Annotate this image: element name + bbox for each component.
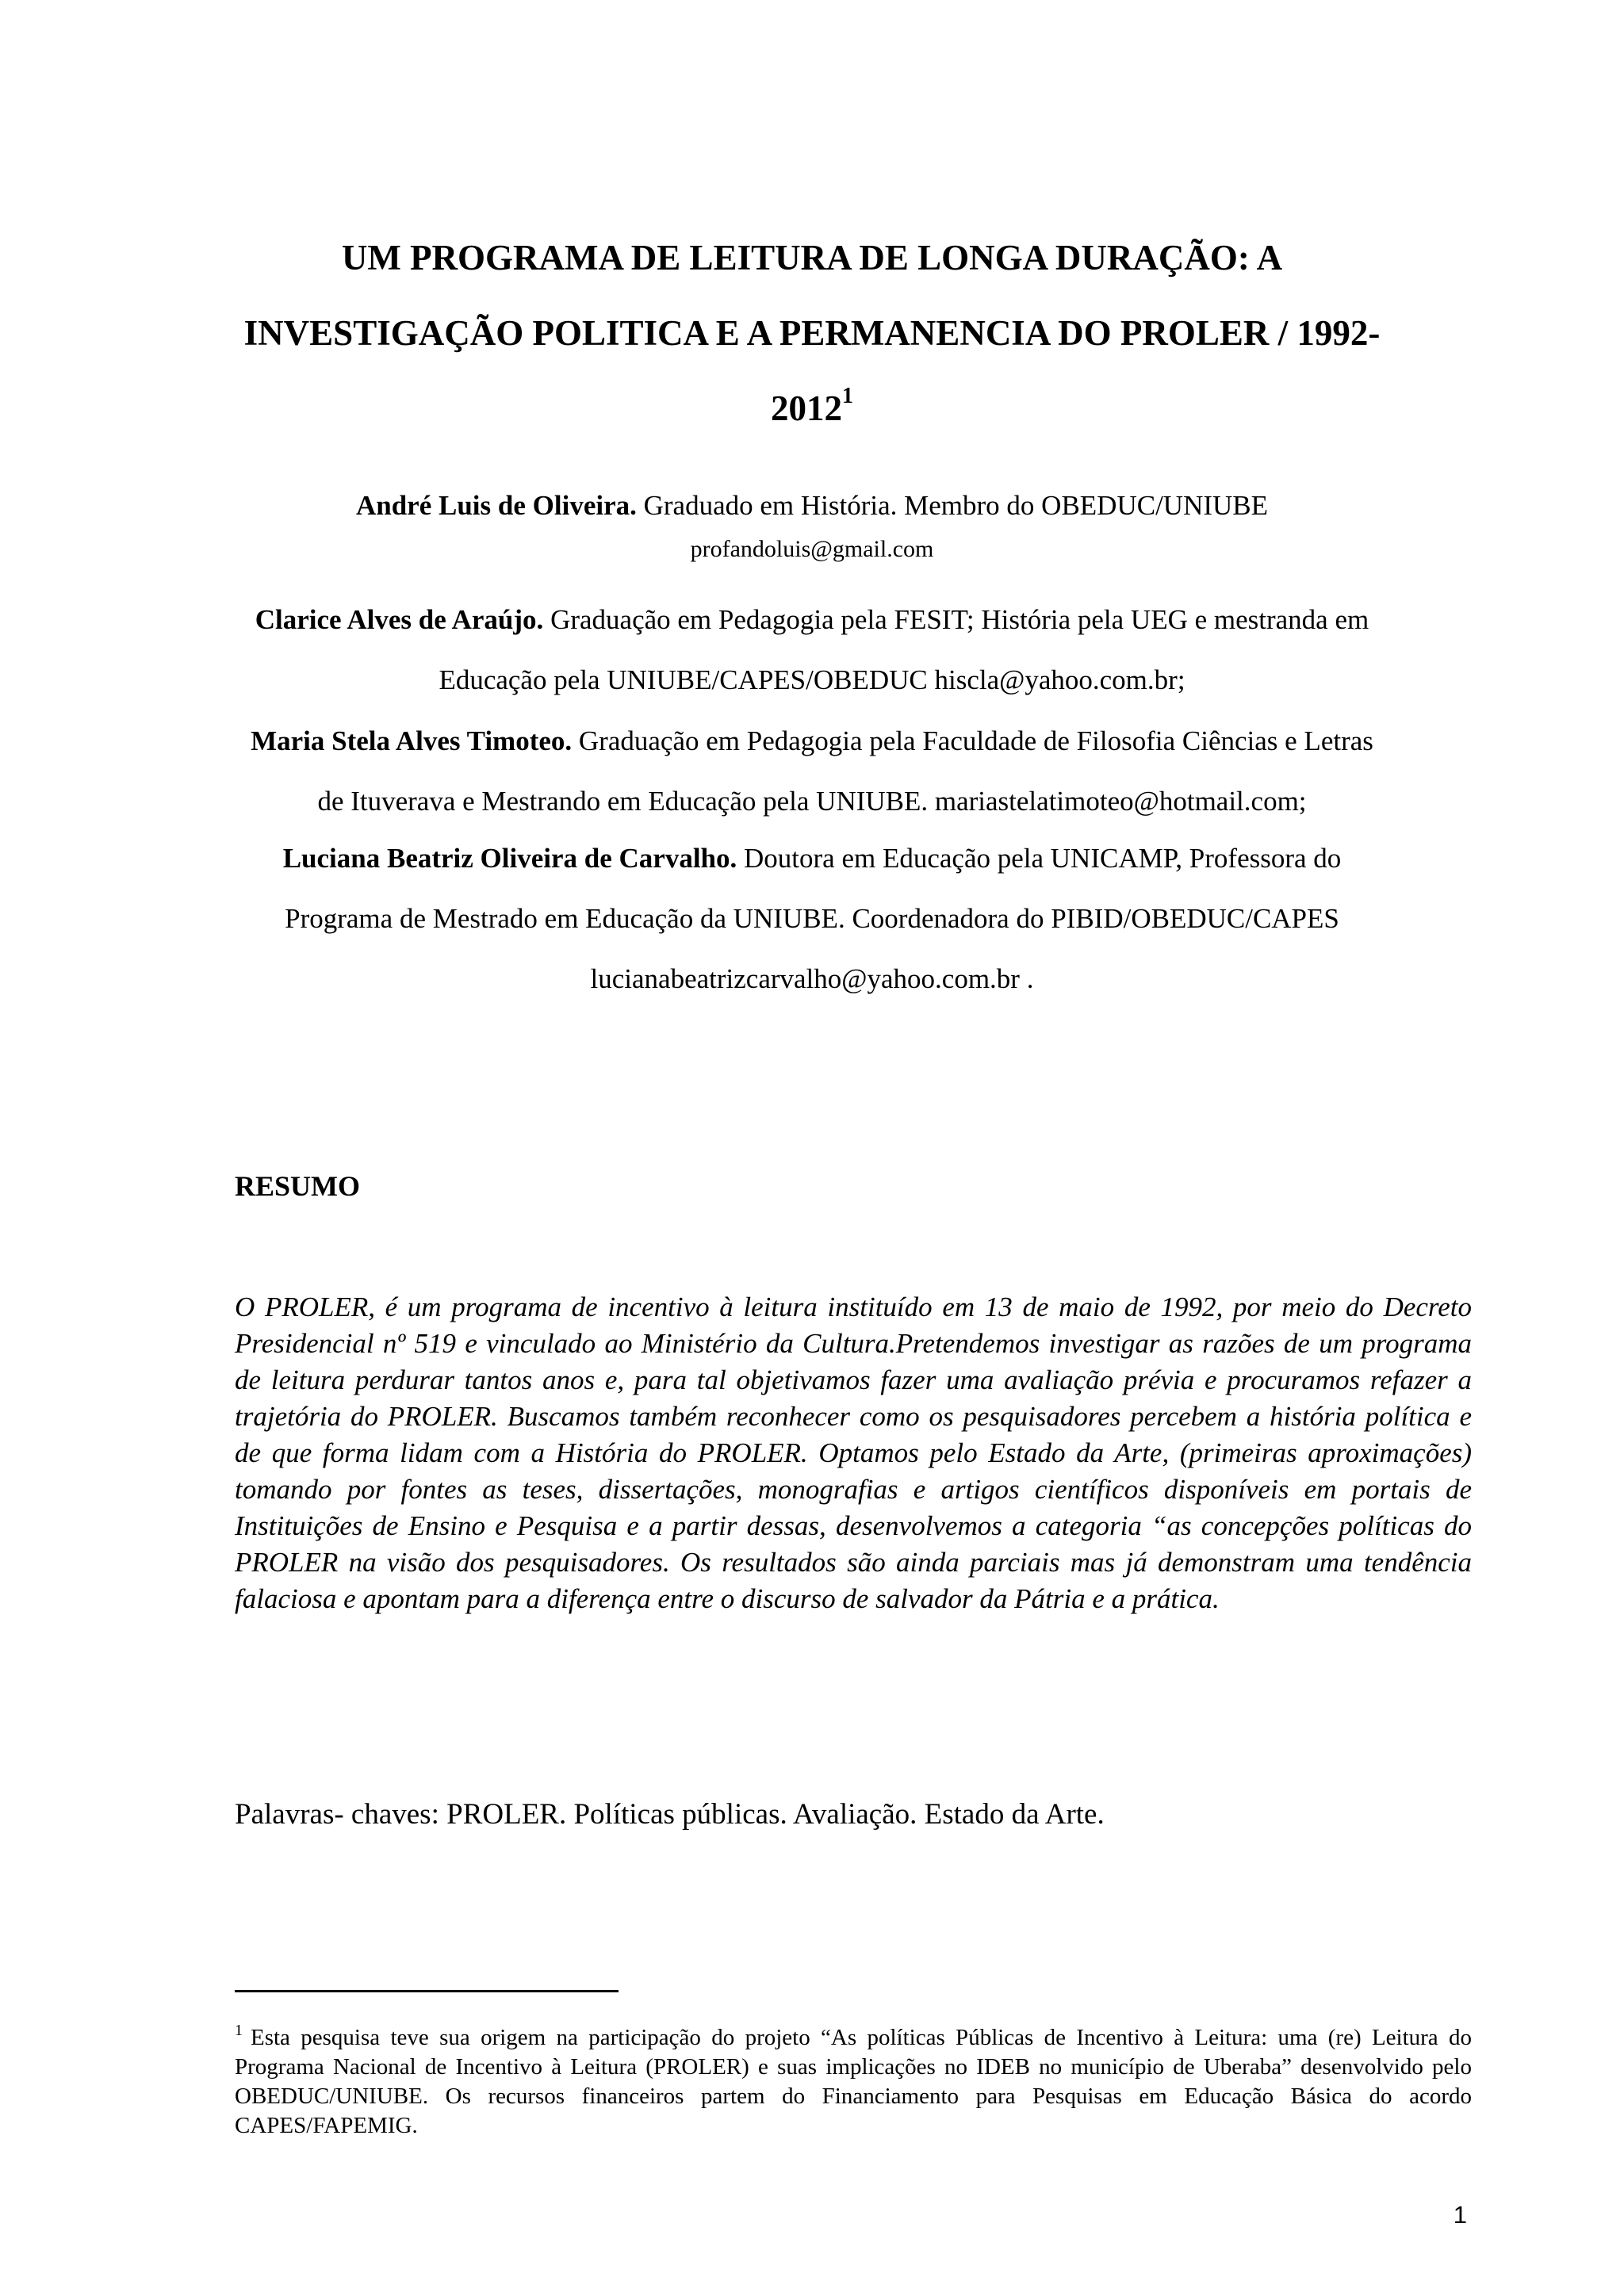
author-3-name: Maria Stela Alves Timoteo. — [251, 725, 573, 756]
author-3-desc-1: Graduação em Pedagogia pela Faculdade de Filosofia Ciências e Letras — [572, 725, 1373, 756]
author-2 — [214, 590, 1410, 710]
author-2-desc-2: Educação pela UNIUBE/CAPES/OBEDUC hiscla@yahoo.com.br; — [439, 664, 1185, 695]
author-4-line-1 — [214, 828, 1410, 889]
author-3-line-1 — [214, 711, 1410, 771]
title-footnote-ref: 1 — [842, 384, 853, 408]
title-line-2: INVESTIGAÇÃO POLITICA E A PERMANENCIA DO PROLER / 1992- — [243, 313, 1381, 353]
author-4-desc-3: lucianabeatrizcarvalho@yahoo.com.br . — [590, 963, 1034, 994]
author-1-name: André Luis de Oliveira. — [355, 490, 637, 521]
author-4 — [214, 828, 1410, 1009]
footnote-separator — [235, 1990, 619, 1992]
footnote-text: Esta pesquisa teve sua origem na participação do projeto “As políticas Públicas de Incentivo à Leitura: uma (re) Leitura do Programa Nacional de Incentivo à Leitura (PROLER) e suas implicações no IDEB no município de Uberaba” desenvolvido pelo OBEDUC/UNIUBE. Os recursos financeiros partem do Financiamento para Pesquisas em Educação Básica do acordo CAPES/FAPEMIG. — [235, 2025, 1472, 2138]
author-1 — [214, 476, 1410, 536]
author-2-desc-1: Graduação em Pedagogia pela FESIT; História pela UEG e mestranda em — [543, 604, 1369, 635]
page-number: 1 — [1453, 2201, 1467, 2229]
paper-title — [198, 220, 1426, 446]
author-1-email: profandoluis@gmail.com — [690, 536, 934, 562]
author-1-desc: Graduado em História. Membro do OBEDUC/UNIUBE — [636, 490, 1269, 521]
author-3-desc-2: de Ituverava e Mestrando em Educação pela UNIUBE. mariastelatimoteo@hotmail.com; — [317, 786, 1307, 817]
author-2-name: Clarice Alves de Araújo. — [255, 604, 544, 635]
author-2-line-1 — [214, 590, 1410, 650]
title-year: 2012 — [771, 388, 842, 428]
author-4-name: Luciana Beatriz Oliveira de Carvalho. — [282, 843, 737, 874]
resumo-text: O PROLER, é um programa de incentivo à leitura instituído em 13 de maio de 1992, por meio do Decreto Presidencial nº 519 e vinculado ao Ministério da Cultura.Pretendemos investigar as razões de um programa de leitura perdurar tantos anos e, para tal objetivamos fazer uma avaliação prévia e procuramos refazer a trajetória do PROLER. Buscamos também reconhecer como os pesquisadores percebem a história política e de que forma lidam com a História do PROLER. Optamos pelo Estado da Arte, (primeiras aproximações) tomando por fontes as teses, dissertações, monografias e artigos científicos disponíveis em portais de Instituições de Ensino e Pesquisa e a partir dessas, desenvolvemos a categoria “as concepções políticas do PROLER na visão dos pesquisadores. Os resultados são ainda parciais mas já demonstram uma tendência falaciosa e apontam para a diferença entre o discurso de salvador da Pátria e a prática. — [235, 1292, 1472, 1614]
keywords: Palavras- chaves: PROLER. Políticas públicas. Avaliação. Estado da Arte. — [235, 1798, 1105, 1831]
footnote — [235, 2023, 1472, 2141]
author-4-desc-2: Programa de Mestrado em Educação da UNIUBE. Coordenadora do PIBID/OBEDUC/CAPES — [285, 903, 1339, 934]
author-3 — [214, 711, 1410, 832]
title-line-3 — [198, 371, 1426, 446]
resumo-heading: RESUMO — [235, 1170, 361, 1202]
footnote-marker: 1 — [235, 2022, 243, 2039]
author-4-desc-1: Doutora em Educação pela UNICAMP, Professora do — [737, 843, 1342, 874]
title-line-1: UM PROGRAMA DE LEITURA DE LONGA DURAÇÃO: A — [341, 238, 1283, 277]
